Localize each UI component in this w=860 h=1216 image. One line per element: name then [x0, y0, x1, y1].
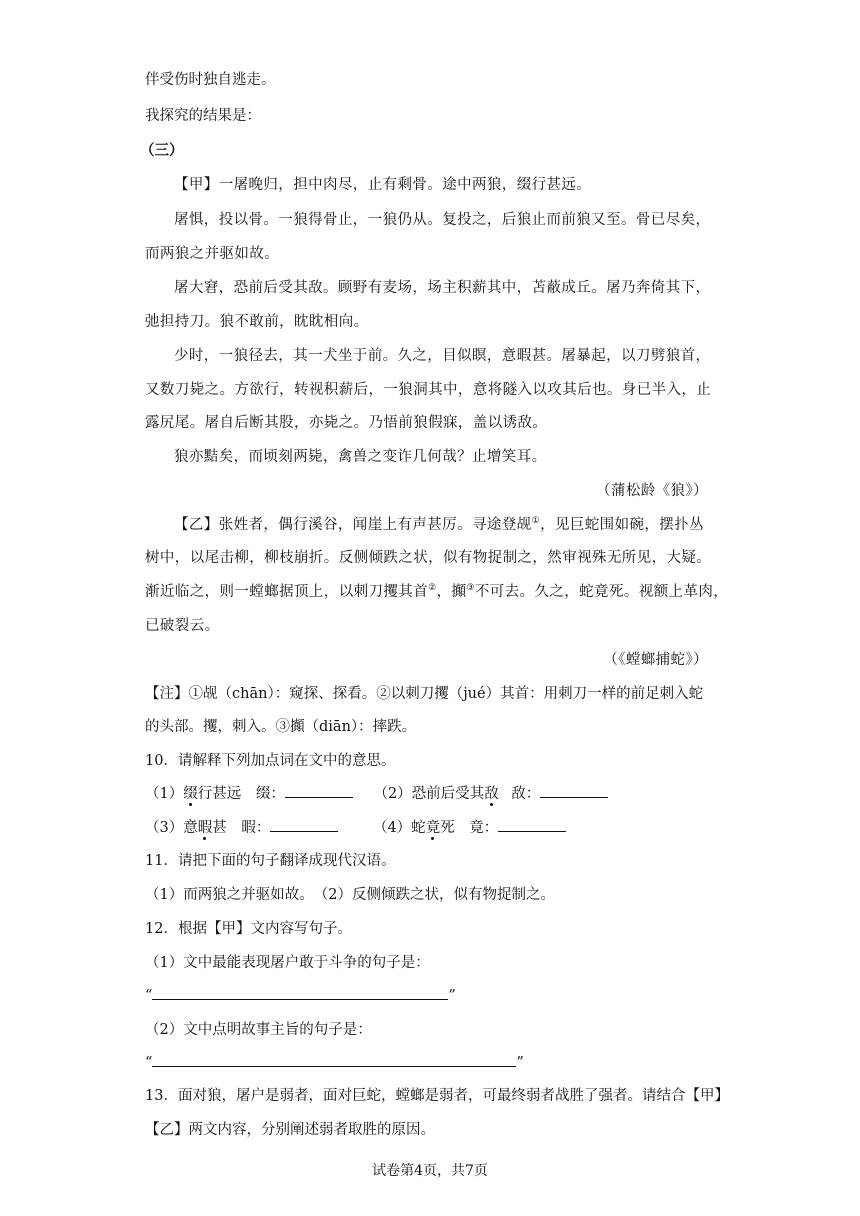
passage-line: 树中，以尾击柳，柳枝崩折。反侧倾跌之状，似有物捉制之，然审视殊无所见，大疑。 [145, 550, 712, 566]
passage-line: 狼亦黠矣，而顷刻两毙，禽兽之变诈几何哉？止增笑耳。 [174, 449, 547, 465]
answer-line-2 [145, 1052, 524, 1073]
answer-blank[interactable] [540, 783, 608, 798]
answer-blank[interactable] [270, 817, 338, 832]
passage-line: 而两狼之并驱如故。 [145, 246, 280, 262]
item-text: （4）蛇 [372, 820, 426, 836]
question-13-cont: 【乙】两文内容，分别阐述弱者取胜的原因。 [145, 1122, 435, 1138]
answer-blank[interactable] [152, 985, 448, 1000]
text-span: 渐近临之，则一螳螂据顶上，以刺刀攫其首 [145, 584, 429, 600]
item-text: （2）恐前后受其 [373, 786, 485, 802]
answer-blank[interactable] [152, 1052, 516, 1067]
question-12-item-1: （1）文中最能表现屠户敢于斗争的句子是： [145, 955, 430, 971]
question-10-items-row1 [145, 783, 608, 804]
text-span: ，见巨蛇围如碗，摆扑丛 [540, 517, 704, 533]
dotted-word: 缀 [183, 786, 198, 802]
passage-line: 少时，一狼径去，其一犬坐于前。久之，目似瞑，意暇甚。屠暴起，以刀劈狼首， [174, 348, 711, 364]
question-10-items-row2 [145, 817, 566, 838]
question-12: 12．根据【甲】文内容写句子。 [145, 921, 352, 937]
dotted-word: 敌 [484, 786, 499, 802]
question-13: 13．面对狼，屠户是弱者，面对巨蛇，螳螂是弱者，可最终弱者战胜了强者。请结合【甲】 [145, 1088, 729, 1104]
item-number: （1） [145, 786, 184, 802]
item-label: 敌： [511, 786, 541, 802]
close-quote: ” [516, 1055, 524, 1071]
text-span: 【乙】张姓者，偶行溪谷，闻崖上有声甚厉。寻途登觇 [174, 517, 532, 533]
footnote-marker: ③ [466, 583, 475, 594]
footnote-marker: ① [531, 516, 541, 527]
question-12-item-2: （2）文中点明故事主旨的句子是： [145, 1022, 372, 1038]
close-quote: ” [448, 988, 456, 1004]
passage-line: 屠惧，投以骨。一狼得骨止，一狼仍从。复投之，后狼止而前狼又至。骨已尽矣， [174, 212, 711, 228]
passage-line: 屠大窘，恐前后受其敌。顾野有麦场，场主积薪其中，苫蔽成丘。屠乃奔倚其下， [174, 280, 711, 296]
passage-line: 【甲】一屠晚归，担中肉尽，止有剩骨。途中两狼，缀行甚远。 [174, 177, 592, 193]
passage-line: 弛担持刀。狼不敢前，眈眈相向。 [145, 314, 369, 330]
open-quote: “ [145, 1055, 153, 1071]
question-11-items: （1）而两狼之并驱如故。 （2）反侧倾跌之状，似有物捉制之。 [145, 887, 555, 903]
question-10: 10．请解释下列加点词在文中的意思。 [145, 753, 396, 769]
answer-line-1 [145, 985, 456, 1006]
text-span: 不可去。久之，蛇竟死。视额上革肉， [474, 584, 729, 600]
item-text: 甚 [212, 820, 227, 836]
annotation-line: 【注】①觇（chān）：窥探、探看。②以刺刀攫（jué）其首：用刺刀一样的前足刺入蛇 [145, 686, 704, 702]
item-label: 暇： [241, 820, 271, 836]
answer-blank[interactable] [285, 783, 353, 798]
passage-line: 又数刀毙之。方欲行，转视积薪后，一狼洞其中，意将隧入以攻其后也。身已半入，止 [145, 382, 712, 398]
passage-line: 露尻尾。屠自后断其股，亦毙之。乃悟前狼假寐，盖以诱敌。 [145, 415, 548, 431]
passage-source: （蒲松龄《狼》） [596, 483, 708, 499]
item-label: 缀： [255, 786, 285, 802]
open-quote: “ [145, 988, 153, 1004]
answer-blank[interactable] [498, 817, 566, 832]
section-heading: （三） [140, 142, 184, 159]
annotation-line: 的头部。攫，刺入。③攧（diān）：摔跌。 [145, 719, 417, 735]
text-span: ，攧 [436, 584, 467, 600]
passage-line [174, 515, 704, 535]
passage-line: 已破裂云。 [145, 618, 220, 634]
passage-source: （《螳螂捕蛇》） [603, 652, 708, 668]
item-text: 死 [440, 820, 455, 836]
item-label: 竟： [469, 820, 499, 836]
dotted-word: 竟 [425, 820, 441, 836]
question-11: 11．请把下面的句子翻译成现代汉语。 [145, 853, 396, 869]
text-line: 我探究的结果是： [145, 108, 261, 124]
passage-line [145, 582, 728, 602]
dotted-word: 暇 [197, 820, 213, 836]
page-footer: 试卷第4页，共7页 [372, 1163, 488, 1179]
footnote-marker: ② [428, 583, 437, 594]
item-text: （3）意 [145, 820, 198, 836]
text-line: 伴受伤时独自逃走。 [145, 72, 276, 88]
item-text: 行甚远 [197, 786, 242, 802]
